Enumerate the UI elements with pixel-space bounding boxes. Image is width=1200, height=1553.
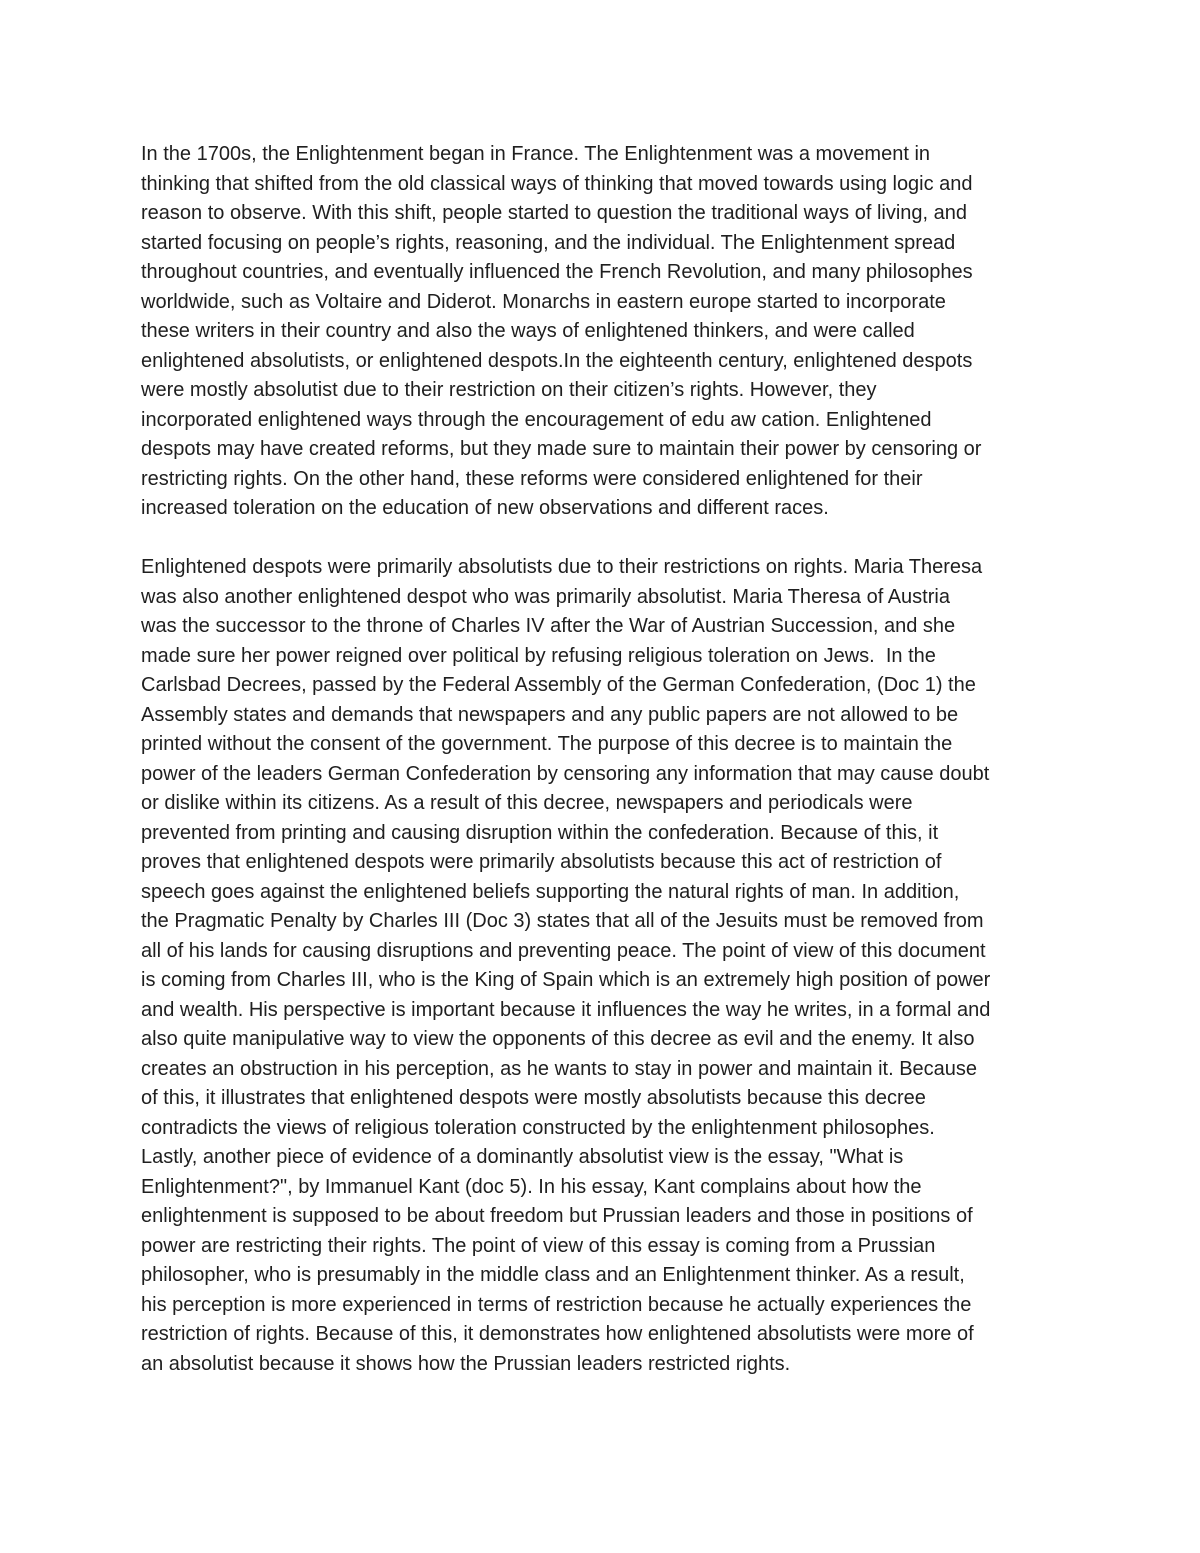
paragraph-1 [141, 140, 1061, 524]
text-line: proves that enlightened despots were primarily absolutists because this act of restriction of [141, 851, 942, 873]
text-line: restricting rights. On the other hand, these reforms were considered enlightened for their [141, 467, 923, 490]
text-line: and wealth. His perspective is important because it influences the way he writes, in a formal and [141, 998, 991, 1021]
text-line: despots may have created reforms, but they made sure to maintain their power by censoring or [141, 438, 982, 460]
text-line: thinking that shifted from the old classical ways of thinking that moved towards using logic and [141, 172, 973, 195]
text-line: restriction of rights. Because of this, it demonstrates how enlightened absolutists were more of [141, 1323, 974, 1345]
text-line: these writers in their country and also the ways of enlightened thinkers, and were called [141, 320, 915, 342]
text-line: of this, it illustrates that enlightened despots were mostly absolutists because this decree [141, 1087, 926, 1109]
paragraph-2 [141, 553, 1061, 1379]
text-line: started focusing on people’s rights, reasoning, and the individual. The Enlightenment spread [141, 231, 956, 254]
text-line: contradicts the views of religious toleration constructed by the enlightenment philosophes. [141, 1116, 935, 1139]
text-line: power are restricting their rights. The point of view of this essay is coming from a Prussian [141, 1234, 936, 1257]
essay-body [141, 140, 1061, 1379]
text-line: Assembly states and demands that newspapers and any public papers are not allowed to be [141, 703, 959, 726]
text-line: all of his lands for causing disruptions and preventing peace. The point of view of this document [141, 939, 986, 962]
text-line: enlightenment is supposed to be about freedom but Prussian leaders and those in positions of [141, 1205, 973, 1227]
text-line: is coming from Charles III, who is the King of Spain which is an extremely high position of power [141, 969, 991, 991]
paragraph-gap [141, 524, 1061, 554]
text-line: made sure her power reigned over political by refusing religious toleration on Jews. In the [141, 644, 936, 667]
text-line: the Pragmatic Penalty by Charles III (Doc 3) states that all of the Jesuits must be removed from [141, 910, 984, 932]
text-line: his perception is more experienced in terms of restriction because he actually experiences the [141, 1293, 972, 1316]
text-line: In the 1700s, the Enlightenment began in France. The Enlightenment was a movement in [141, 143, 931, 165]
text-line: printed without the consent of the government. The purpose of this decree is to maintain the [141, 733, 953, 755]
text-line: Lastly, another piece of evidence of a dominantly absolutist view is the essay, "What is [141, 1146, 904, 1168]
text-line: prevented from printing and causing disruption within the confederation. Because of this, it [141, 821, 939, 844]
text-line: was the successor to the throne of Charles IV after the War of Austrian Succession, and she [141, 615, 956, 637]
text-line: speech goes against the enlightened beliefs supporting the natural rights of man. In addition, [141, 880, 960, 903]
text-line: Enlightened despots were primarily absolutists due to their restrictions on rights. Maria Theresa [141, 556, 983, 578]
text-line: throughout countries, and eventually influenced the French Revolution, and many philosophes [141, 261, 973, 283]
text-line: enlightened absolutists, or enlightened despots.In the eighteenth century, enlightened despots [141, 349, 973, 372]
text-line: reason to observe. With this shift, people started to question the traditional ways of living, and [141, 202, 968, 224]
text-line: incorporated enlightened ways through the encouragement of edu aw cation. Enlightened [141, 408, 932, 431]
text-line: also quite manipulative way to view the opponents of this decree as evil and the enemy. It also [141, 1028, 975, 1050]
text-line: increased toleration on the education of new observations and different races. [141, 497, 829, 519]
text-line: Enlightenment?", by Immanuel Kant (doc 5). In his essay, Kant complains about how the [141, 1175, 922, 1198]
text-line: was also another enlightened despot who was primarily absolutist. Maria Theresa of Austria [141, 585, 950, 608]
text-line: worldwide, such as Voltaire and Diderot. Monarchs in eastern europe started to incorporate [141, 290, 946, 313]
text-line: philosopher, who is presumably in the middle class and an Enlightenment thinker. As a result, [141, 1264, 965, 1286]
text-line: creates an obstruction in his perception, as he wants to stay in power and maintain it. Because [141, 1057, 978, 1080]
text-line: or dislike within its citizens. As a result of this decree, newspapers and periodicals were [141, 792, 913, 814]
text-line: Carlsbad Decrees, passed by the Federal Assembly of the German Confederation, (Doc 1) the [141, 674, 976, 696]
text-line: an absolutist because it shows how the Prussian leaders restricted rights. [141, 1352, 791, 1375]
text-line: were mostly absolutist due to their restriction on their citizen’s rights. However, they [141, 379, 877, 401]
text-line: power of the leaders German Confederation by censoring any information that may cause doubt [141, 762, 990, 785]
